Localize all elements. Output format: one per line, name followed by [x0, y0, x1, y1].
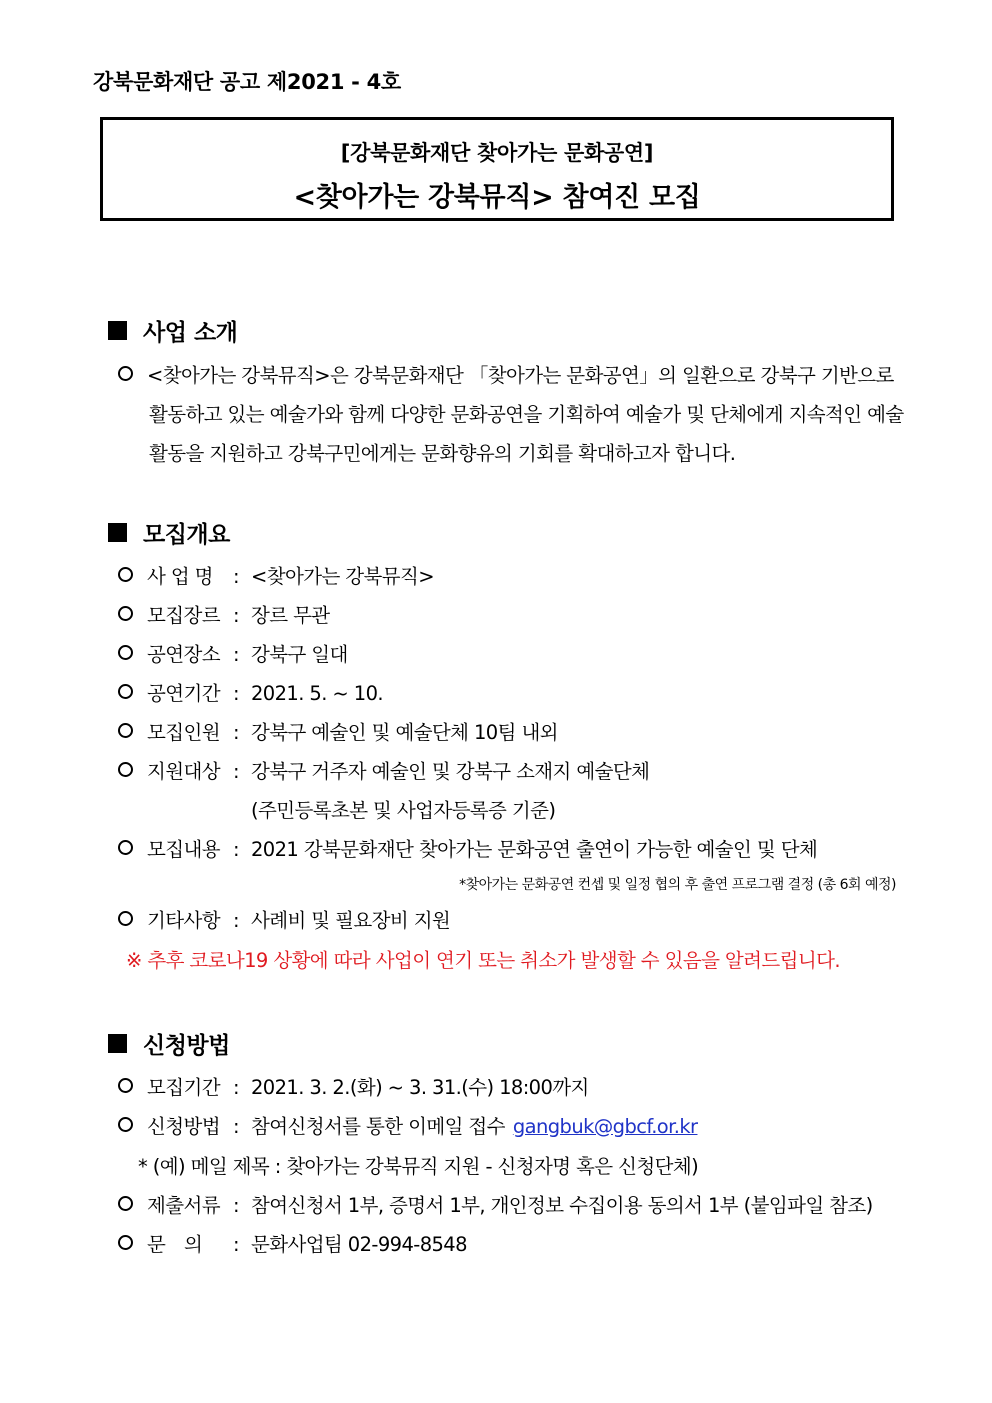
covid-warning: ※ 추후 코로나19 상황에 따라 사업이 연기 또는 취소가 발생할 수 있음을 알려드립니다.	[126, 949, 840, 972]
square-bullet-icon	[108, 523, 127, 542]
email-link[interactable]: gangbuk@gbcf.or.kr	[512, 1115, 698, 1138]
list-item	[118, 905, 450, 933]
circle-bullet-icon	[118, 1117, 133, 1132]
list-item	[118, 1111, 697, 1139]
circle-bullet-icon	[118, 1235, 133, 1250]
item-value: 참여신청서를 통한 이메일 접수	[251, 1115, 505, 1138]
colon: :	[233, 1076, 239, 1099]
colon: :	[233, 1194, 239, 1217]
item-label: 모집기간	[147, 1076, 220, 1099]
item-value: 2021. 5. ~ 10.	[251, 682, 383, 705]
item-label: 신청방법	[147, 1115, 220, 1138]
title-box	[100, 117, 894, 221]
item-value: 참여신청서 1부, 증명서 1부, 개인정보 수집이용 동의서 1부 (붙임파일 참조)	[251, 1194, 873, 1217]
item-value: 2021. 3. 2.(화) ~ 3. 31.(수) 18:00까지	[251, 1076, 589, 1099]
colon: :	[233, 1233, 239, 1256]
section-heading-intro	[108, 314, 237, 347]
circle-bullet-icon	[118, 1078, 133, 1093]
item-value: 강북구 거주자 예술인 및 강북구 소재지 예술단체	[251, 760, 650, 783]
item-label: 제출서류	[147, 1194, 220, 1217]
item-label: 사 업 명	[147, 565, 213, 588]
list-item	[118, 1072, 589, 1100]
colon: :	[233, 604, 239, 627]
section-heading-apply	[108, 1027, 230, 1060]
item-value: 2021 강북문화재단 찾아가는 문화공연 출연이 가능한 예술인 및 단체	[251, 838, 818, 861]
list-item	[118, 1190, 873, 1218]
item-value: 사례비 및 필요장비 지원	[251, 909, 451, 932]
item-label: 공연기간	[147, 682, 220, 705]
intro-line-2: 활동하고 있는 예술가와 함께 다양한 문화공연을 기획하여 예술가 및 단체에게 지속적인 예술	[149, 403, 904, 426]
list-item	[118, 600, 330, 628]
colon: :	[233, 565, 239, 588]
colon: :	[233, 909, 239, 932]
item-value: 문화사업팀 02-994-8548	[251, 1233, 467, 1256]
content-note: *찾아가는 문화공연 컨셉 및 일정 협의 후 출연 프로그램 결정 (총 6회 예정)	[459, 877, 896, 893]
intro-line-1	[118, 360, 894, 388]
colon: :	[233, 1115, 239, 1138]
circle-bullet-icon	[118, 762, 133, 777]
list-item	[118, 561, 434, 589]
title-subtitle: [강북문화재단 찾아가는 문화공연]	[340, 141, 654, 165]
intro-text: <찾아가는 강북뮤직>은 강북문화재단 「찾아가는 문화공연」의 일환으로 강북구 기반으로	[147, 364, 894, 387]
target-continuation: (주민등록초본 및 사업자등록증 기준)	[251, 799, 556, 822]
list-item	[118, 756, 649, 784]
section-heading-label: 모집개요	[143, 522, 230, 548]
item-label: 문 의	[147, 1233, 209, 1256]
section-heading-label: 사업 소개	[143, 320, 238, 346]
list-item	[118, 678, 383, 706]
item-value: 강북구 일대	[251, 643, 348, 666]
section-heading-overview	[108, 516, 230, 549]
item-label: 지원대상	[147, 760, 220, 783]
circle-bullet-icon	[118, 645, 133, 660]
item-label: 공연장소	[147, 643, 220, 666]
item-label: 모집장르	[147, 604, 220, 627]
colon: :	[233, 760, 239, 783]
section-heading-label: 신청방법	[143, 1033, 230, 1059]
colon: :	[233, 838, 239, 861]
intro-line-3: 활동을 지원하고 강북구민에게는 문화향유의 기회를 확대하고자 합니다.	[149, 442, 736, 465]
colon: :	[233, 682, 239, 705]
colon: :	[233, 643, 239, 666]
circle-bullet-icon	[118, 1196, 133, 1211]
notice-number: 강북문화재단 공고 제2021 - 4호	[93, 70, 401, 94]
list-item	[118, 1229, 467, 1257]
circle-bullet-icon	[118, 684, 133, 699]
square-bullet-icon	[108, 321, 127, 340]
email-subject-example: * (예) 메일 제목 : 찾아가는 강북뮤직 지원 - 신청자명 혹은 신청단체)	[138, 1155, 699, 1178]
item-label: 모집인원	[147, 721, 220, 744]
item-label: 모집내용	[147, 838, 220, 861]
circle-bullet-icon	[118, 840, 133, 855]
colon: :	[233, 721, 239, 744]
circle-bullet-icon	[118, 606, 133, 621]
item-value: <찾아가는 강북뮤직>	[251, 565, 434, 588]
list-item	[118, 834, 817, 862]
item-label: 기타사항	[147, 909, 220, 932]
item-value: 강북구 예술인 및 예술단체 10팀 내외	[251, 721, 558, 744]
circle-bullet-icon	[118, 723, 133, 738]
circle-bullet-icon	[118, 567, 133, 582]
list-item	[118, 717, 558, 745]
circle-bullet-icon	[118, 911, 133, 926]
circle-bullet-icon	[118, 366, 133, 381]
list-item	[118, 639, 348, 667]
square-bullet-icon	[108, 1034, 127, 1053]
item-value: 장르 무관	[251, 604, 330, 627]
page-title: <찾아가는 강북뮤직> 참여진 모집	[293, 182, 701, 213]
